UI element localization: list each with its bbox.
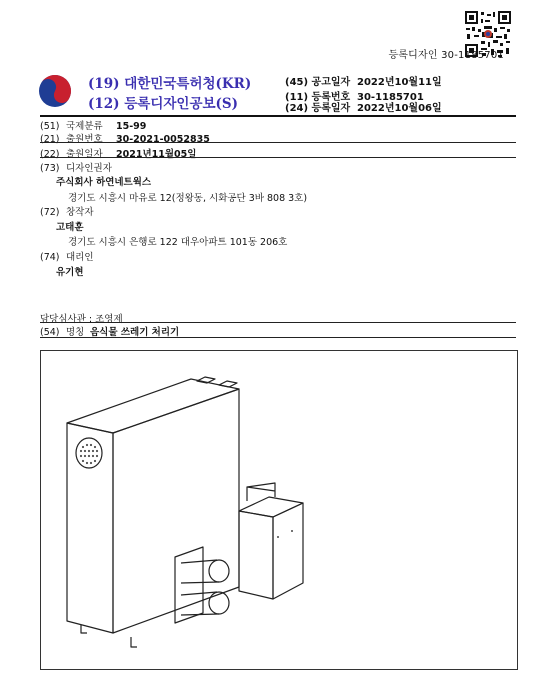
meta-value: 2022년10월06일 <box>357 103 442 114</box>
cabinet-left-face <box>67 423 113 633</box>
meta-value: 30-1185701 <box>357 92 424 103</box>
design-drawing <box>41 351 515 667</box>
pipe-upper <box>209 560 229 582</box>
field-code: (51) <box>40 121 60 132</box>
meta-publication-date <box>285 73 442 88</box>
meta-value: 2022년10월11일 <box>357 77 442 88</box>
pipe-lower <box>209 592 229 614</box>
holder-address: 경기도 시흥시 마유로 12(정왕동, 시화공단 3바 808 3호) <box>68 193 308 204</box>
holder-name: 주식회사 하연네트웍스 <box>56 177 152 188</box>
field-divider <box>40 142 516 143</box>
field-divider <box>40 322 516 323</box>
agent-name: 유기현 <box>56 267 84 278</box>
office-title: (19) 대한민국특허청(KR) <box>88 76 252 92</box>
field-code: (54) <box>40 327 60 338</box>
design-drawing-frame <box>40 350 518 670</box>
bin-handle <box>247 483 275 501</box>
field-value: 음식물 쓰레기 처리기 <box>90 327 180 338</box>
cabinet-top <box>67 379 239 433</box>
field-title <box>40 324 179 338</box>
creator-address: 경기도 시흥시 은행로 122 대우아파트 101동 206호 <box>68 237 288 248</box>
field-label: 출원일자 <box>66 149 103 160</box>
field-creator-heading <box>40 204 94 218</box>
meta-key: (11) 등록번호 <box>285 92 351 103</box>
field-label: 출원번호 <box>66 134 103 145</box>
field-code: (22) <box>40 149 60 160</box>
vent-grille <box>76 438 102 468</box>
field-agent-heading <box>40 249 94 263</box>
field-label: 국제분류 <box>66 121 103 132</box>
taegeuk-logo <box>38 74 72 108</box>
field-holder-heading <box>40 160 112 174</box>
field-label: 디자인권자 <box>66 163 112 174</box>
meta-key: (24) 등록일자 <box>285 103 351 114</box>
field-code: (72) <box>40 207 60 218</box>
creator-name: 고태훈 <box>56 222 84 233</box>
bin-side <box>273 503 303 599</box>
field-code: (73) <box>40 163 60 174</box>
field-code: (74) <box>40 252 60 263</box>
header-divider <box>40 115 516 117</box>
field-label: 대리인 <box>66 252 94 263</box>
field-classification <box>40 118 146 132</box>
field-value: 2021년11월05일 <box>116 149 197 160</box>
field-divider <box>40 337 516 338</box>
meta-key: (45) 공고일자 <box>285 77 351 88</box>
meta-registration-date <box>285 99 442 114</box>
field-value: 15-99 <box>116 121 147 132</box>
examiner-line: 담당심사관 : 조영제 <box>40 314 123 325</box>
field-value: 30-2021-0052835 <box>116 134 210 145</box>
cabinet-front-face <box>113 389 239 633</box>
gazette-title: (12) 등록디자인공보(S) <box>88 96 239 112</box>
field-label: 명칭 <box>66 327 85 338</box>
field-divider <box>40 157 516 158</box>
field-code: (21) <box>40 134 60 145</box>
field-label: 창작자 <box>66 207 94 218</box>
registration-number-top: 등록디자인 30-1185701 <box>388 50 504 61</box>
